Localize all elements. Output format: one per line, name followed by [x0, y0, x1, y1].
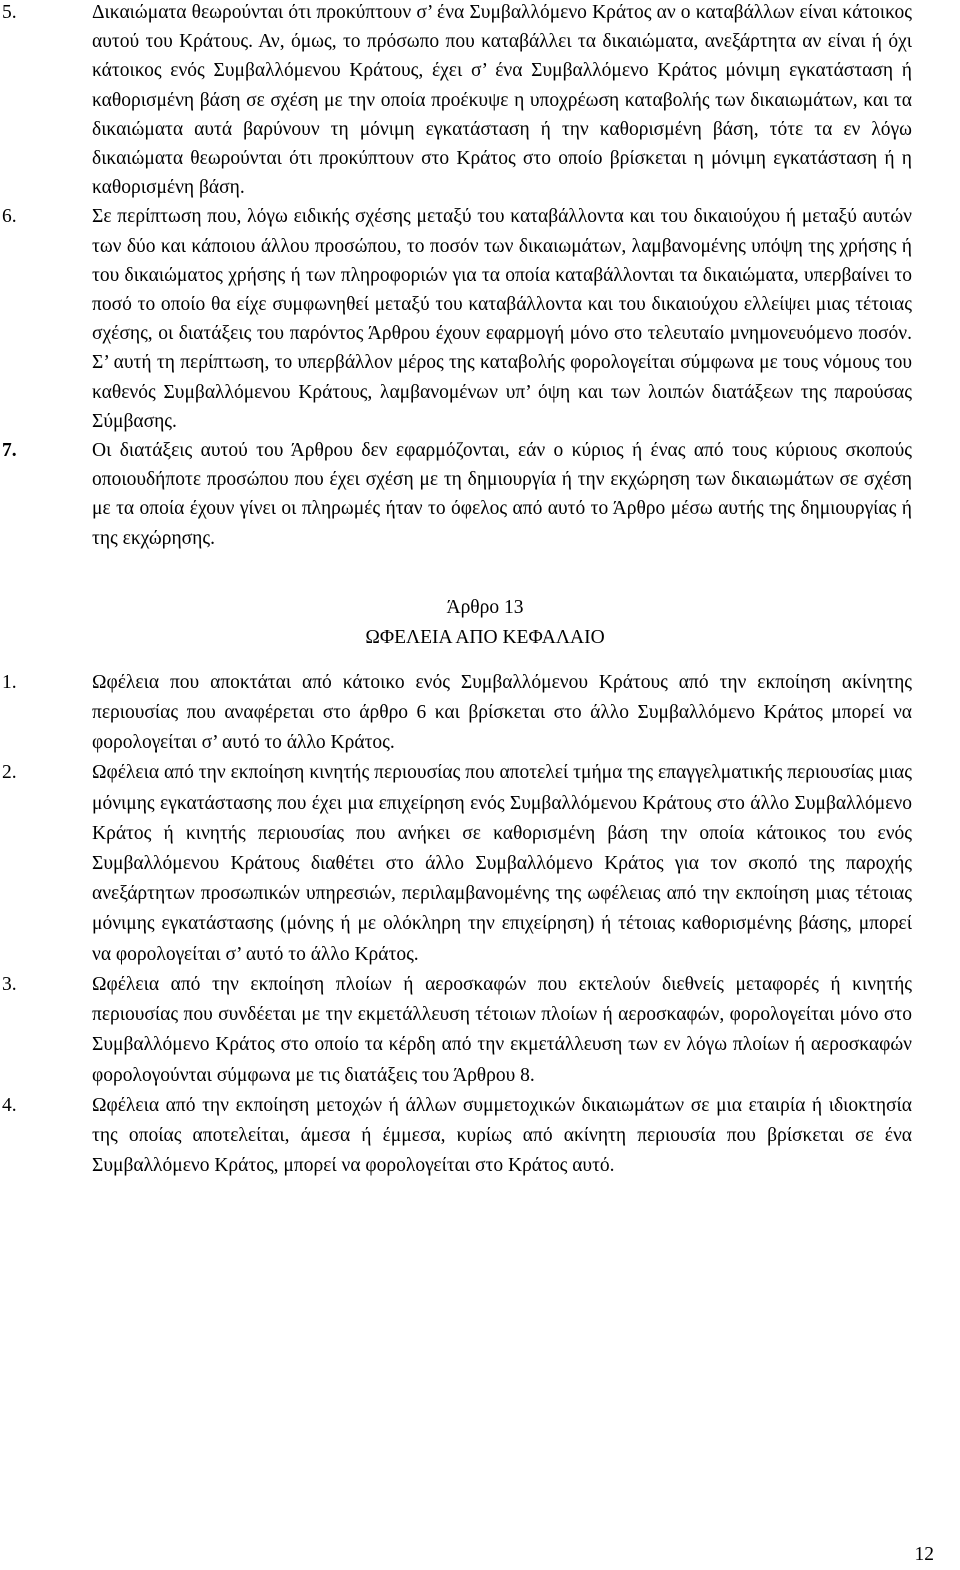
paragraph-text: Ωφέλεια από την εκποίηση μετοχών ή άλλων συμμετοχικών δικαιωμάτων σε μια εταιρία ή ιδιοκτησία της οποίας αποτελείται, άμεσα ή έμμεσα, κυρίως από ακίνητη περιουσία που βρίσκεται σε ένα Συμβαλλόμενο Κράτος, μπορεί να φορολογείται στο Κράτος αυτό.: [92, 1094, 912, 1177]
paragraph-number: 5.: [2, 2, 17, 23]
paragraph-number: 1.: [2, 671, 17, 693]
paragraph-number: 7.: [2, 440, 17, 462]
paragraph-number: 4.: [2, 1094, 17, 1116]
paragraph-text: Ωφέλεια από την εκποίηση κινητής περιουσίας που αποτελεί τμήμα της επαγγελματικής περιουσίας μιας μόνιμης εγκατάστασης που έχει μια επιχείρηση ενός Συμβαλλόμενου Κράτους στο άλλο Συμβαλλόμενο Κράτος ή κινητής περιουσίας που ανήκει σε καθορισμένη βάση την οποία κάτοικος του ενός Συμβαλλόμενου Κράτους διαθέτει στο άλλο Συμβαλλόμενο Κράτος για τον σκοπό της παροχής ανεξάρτητων προσωπικών υπηρεσιών, περιλαμβανομένης της ωφέλειας από την εκποίηση μιας τέτοιας μόνιμης εγκατάστασης (μόνης ή με ολόκληρη την επιχείρηση) ή τέτοιας καθορισμένης βάσης, μπορεί να φορολογείται σ’ αυτό το άλλο Κράτος.: [92, 762, 912, 965]
article-number: Άρθρο 13: [446, 596, 524, 618]
paragraph-text: Σε περίπτωση που, λόγω ειδικής σχέσης μεταξύ του καταβάλλοντα και του δικαιούχου ή μεταξύ αυτών των δύο και κάποιου άλλου προσώπου, το ποσόν των δικαιωμάτων, λαμβανομένης υπόψη της χρήσης ή του δικαιώματος χρήσης ή των πληροφοριών για τα οποία καταβάλλονται τα δικαιώματα, υπερβαίνει το ποσό το οποίο θα είχε συμφωνηθεί μεταξύ του καταβάλλοντα και του δικαιούχου ελλείψει μιας τέτοιας σχέσης, οι διατάξεις του παρόντος Άρθρου έχουν εφαρμογή μόνο στο τελευταίο μνημονευόμενο ποσόν. Σ’ αυτή τη περίπτωση, το υπερβάλλον μέρος της καταβολής φορολογείται σύμφωνα με τους νόμους του καθενός Συμβαλλόμενου Κράτους, λαμβανομένων υπ’ όψη και των λοιπών διατάξεων της παρούσας Σύμβασης.: [92, 206, 912, 432]
paragraph-6: [0, 202, 960, 436]
paragraph-7: [0, 436, 960, 553]
article-paragraph-2: [0, 758, 960, 969]
paragraph-number: 6.: [2, 206, 17, 228]
article-paragraph-1: [0, 668, 960, 759]
paragraph-text: Ωφέλεια από την εκποίηση πλοίων ή αεροσκαφών που εκτελούν διεθνείς μεταφορές ή κινητής περιουσίας που συνδέεται με την εκμετάλλευση τέτοιων πλοίων ή αεροσκαφών, φορολογείται μόνο στο Συμβαλλόμενο Κράτος στο οποίο τα κέρδη από την εκμετάλλευση των εν λόγω πλοίων ή αεροσκαφών φορολογούνται σύμφωνα με τις διατάξεις του Άρθρου 8.: [92, 973, 912, 1086]
paragraph-text: Ωφέλεια που αποκτάται από κάτοικο ενός Συμβαλλόμενου Κράτους από την εκποίηση ακίνητης περιουσίας που αναφέρεται στο άρθρο 6 και βρίσκεται στο άλλο Συμβαλλόμενο Κράτος μπορεί να φορολογείται σ’ αυτό το άλλο Κράτος.: [92, 671, 912, 754]
page-number: 12: [914, 1544, 934, 1565]
article-paragraphs: [0, 668, 960, 1181]
paragraph-text: Οι διατάξεις αυτού του Άρθρου δεν εφαρμόζονται, εάν ο κύριος ή ένας από τους κύριους σκοπούς οποιουδήποτε προσώπου που έχει σχέση με τη δημιουργία ή την εκχώρηση των δικαιωμάτων σε σχέση με τα οποία έχουν γίνει οι πληρωμές ήταν το όφελος από αυτό το Άρθρο μέσω αυτής της δημιουργίας ή της εκχώρησης.: [92, 440, 912, 549]
paragraph-number: 2.: [2, 762, 17, 784]
paragraph-5: [0, 0, 960, 202]
article-paragraph-4: [0, 1091, 960, 1182]
paragraph-number: 3.: [2, 973, 17, 995]
paragraph-text: Δικαιώματα θεωρούνται ότι προκύπτουν σ’ ένα Συμβαλλόμενο Κράτος αν ο καταβάλλων είναι κάτοικος αυτού του Κράτους. Αν, όμως, το πρόσωπο που καταβάλλει τα δικαιώματα, ανεξάρτητα αν είναι ή όχι κάτοικος ενός Συμβαλλόμενου Κράτους, έχει σ’ ένα Συμβαλλόμενο Κράτος μόνιμη εγκατάσταση ή καθορισμένη βάση σε σχέση με την οποία προέκυψε η υποχρέωση καταβολής των δικαιωμάτων, και τα δικαιώματα αυτά βαρύνουν τη μόνιμη εγκατάσταση ή την καθορισμένη βάση, τότε τα εν λόγω δικαιώματα θεωρούνται ότι προκύπτουν στο Κράτος στο οποίο βρίσκεται η μόνιμη εγκατάσταση ή η καθορισμένη βάση.: [92, 2, 912, 199]
article-title: ΩΦΕΛΕΙΑ ΑΠΟ ΚΕΦΑΛΑΙΟ: [365, 626, 605, 648]
article-paragraph-3: [0, 970, 960, 1091]
article-heading: [10, 593, 960, 653]
